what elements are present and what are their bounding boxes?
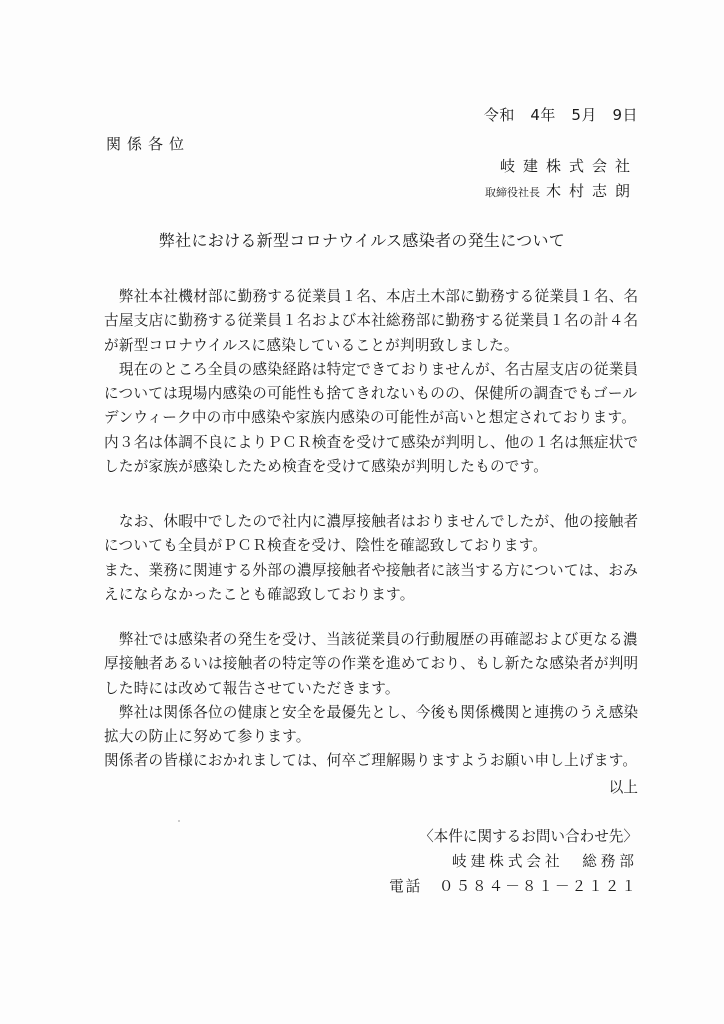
body-line: なお、休暇中でしたので社内に濃厚接触者はおりませんでしたが、他の接触者 — [104, 513, 639, 530]
body-line: についても全員がＰＣＲ検査を受け、陰性を確認致しております。 — [104, 537, 548, 555]
paragraph-1 — [104, 285, 644, 479]
body-line: 関係者の皆様におかれましては、何卒ご理解賜りますようお願い申し上げます。 — [104, 752, 638, 770]
body-line: えにならなかったことも確認致しております。 — [104, 585, 415, 603]
body-line: したが家族が感染したため検査を受けて感染が判明したものです。 — [104, 458, 549, 476]
body-line: 拡大の防止に努めて参ります。 — [104, 728, 311, 746]
signer-name: 木村志朗 — [545, 182, 638, 200]
body-line: 古屋支店に勤務する従業員１名および本社総務部に勤務する従業員１名の計４名 — [104, 312, 639, 330]
paragraph-3 — [104, 628, 644, 774]
contact-heading: 〈本件に関するお問い合わせ先〉 — [419, 828, 638, 845]
body-line: が新型コロナウイルスに感染していることが判明致しました。 — [104, 336, 519, 354]
scan-speck — [178, 820, 180, 822]
body-line: した時には改めて報告させていただきます。 — [104, 679, 400, 697]
body-line: 弊社は関係各位の健康と安全を最優先とし、今後も関係機関と連携のうえ感染 — [104, 703, 639, 721]
company-name: 岐建株式会社 — [499, 157, 638, 175]
signer — [485, 182, 638, 202]
body-line: 弊社本社機材部に勤務する従業員１名、本店土木部に勤務する従業員１名、名 — [104, 288, 639, 305]
body-line: 内３名は体調不良によりＰＣＲ検査を受けて感染が判明し、他の１名は無症状で — [104, 433, 639, 451]
paragraph-2 — [104, 510, 644, 607]
body-line: 厚接触者あるいは接触者の特定等の作業を進めており、もし新たな感染者が判明 — [104, 655, 639, 673]
contact-department: 岐建株式会社 総務部 — [452, 853, 638, 870]
body-line: 弊社では感染者の発生を受け、当該従業員の行動履歴の再確認および更なる濃 — [104, 631, 638, 648]
body-line: 現在のところ全員の感染経路は特定できておりませんが、名古屋支店の従業員 — [104, 360, 639, 378]
body-line: また、業務に関連する外部の濃厚接触者や接触者に該当する方については、おみ — [104, 561, 639, 579]
contact-phone: 電話 ０５８４－８１－２１２１ — [389, 878, 638, 895]
closing-mark: 以上 — [608, 779, 638, 796]
document-title: 弊社における新型コロナウイルス感染者の発生について — [158, 231, 566, 250]
addressee: 関係各位 — [106, 135, 191, 153]
signer-role: 取締役社長 — [484, 186, 540, 199]
body-line: については現場内感染の可能性も捨てきれないものの、保健所の調査でもゴール — [104, 385, 638, 403]
document-date: 令和 4年 5月 9日 — [483, 106, 638, 124]
body-line: デンウィーク中の市中感染や家族内感染の可能性が高いと想定されております。 — [104, 409, 637, 427]
